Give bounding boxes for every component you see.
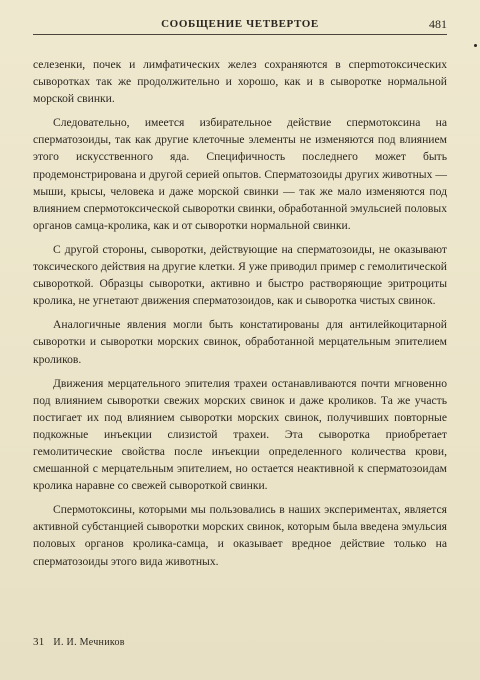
print-speck <box>474 44 477 47</box>
body-text <box>33 56 447 577</box>
paragraph-continued: селезенки, почек и лимфатических желез сохраняются в сперmотоксических сыворотках так же продолжительно и хорошо, как и в сыворотке нормальной морской свинки. <box>33 58 447 106</box>
paragraph: Аналогичные явления могли быть констатированы для антилейкоцитарной сыворотки и сыворотки морских свинок, обработанной мерцательным эпителием кроликов. <box>33 318 447 366</box>
page-header <box>33 16 447 35</box>
signature-mark: 31 <box>33 636 45 648</box>
page-footer <box>33 636 125 648</box>
paragraph: Движения мерцательного эпителия трахеи останавливаются почти мгновенно под влиянием сыворотки свежих морских свинок и даже кроликов. Та же участь постигает их под влиянием сыворотки морских свинок, получивших повторные подкожные инъекции слизистой трахеи. Эта сыворотка приобретает гемолитические свойства после инъекции определенного количества крови, смешанной с мерцательным эпителием, но остается неактивной к сперматозоидам кролика наравне со свежей сывороткой свинки. <box>33 376 447 493</box>
running-head: СООБЩЕНИЕ ЧЕТВЕРТОЕ <box>161 18 319 30</box>
paragraph: С другой стороны, сыворотки, действующие на сперматозоиды, не оказывают токсического действия на другие клетки. Я уже приводил пример с гемолитической сывороткой. Образцы сыворотки, активно и быстро растворяющие эритроциты кролика, не угнетают движения сперматозоидов, как и сыворотка чистых свинок. <box>33 242 447 308</box>
paragraph: Спермотоксины, которыми мы пользовались в наших экспериментах, является активной субстанцией сыворотки морских свинок, которым была введена эмульсия половых органов кролика-самца, и оказывает вредное действие только на сперматозоиды этого вида животных. <box>33 503 447 568</box>
page-number: 481 <box>429 17 447 31</box>
paragraph: Следовательно, имеется избирательное действие спермотоксина на сперматозоиды, так как другие клеточные элементы не изменяются под влиянием этого искусственного яда. Специфичность последнего может быть продемонстрирована и другой серией опытов. Сперматозоиды других животных — мыши, крысы, человека и даже морской свинки — так же мало изменяются под влиянием спермотоксической сыворотки свинки, обработанной эмульсией половых органов самца-кролика, как и от сыворотки нормальной свинки. <box>33 116 447 232</box>
footer-author: И. И. Мечников <box>53 637 125 648</box>
